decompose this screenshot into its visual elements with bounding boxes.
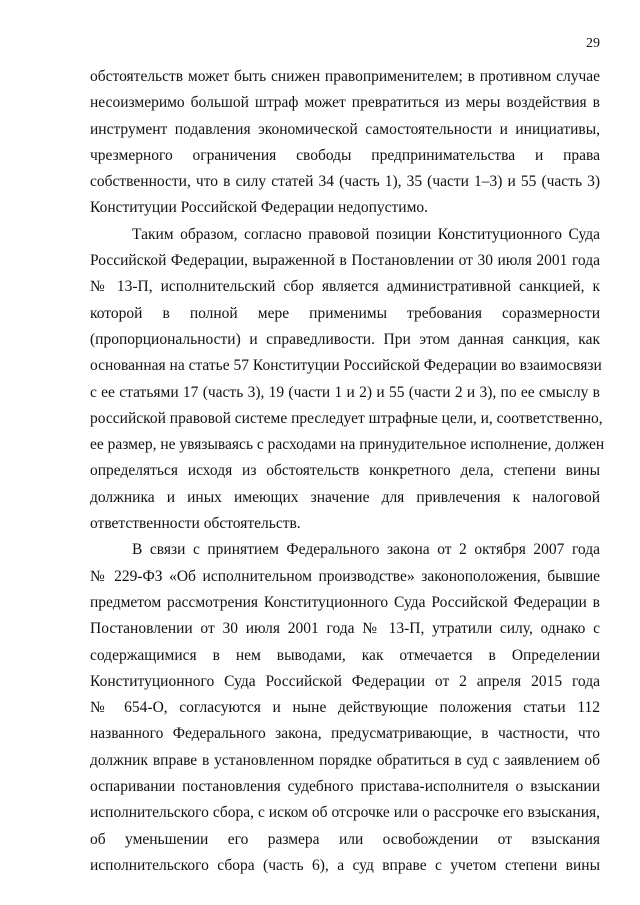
text-line: названного Федерального закона, предусматривающие, в частности, что bbox=[90, 725, 600, 743]
text-line: инструмент подавления экономической самостоятельности и инициативы, bbox=[90, 120, 600, 138]
paragraph bbox=[90, 222, 605, 538]
text-line: российской правовой системе преследует штрафные цели, и, соответственно, bbox=[90, 409, 603, 427]
text-line: чрезмерного ограничения свободы предпринимательства и права bbox=[90, 146, 600, 164]
text-line: обстоятельств может быть снижен правоприменителем; в противном случае bbox=[90, 68, 600, 85]
text-line: с ее статьями 17 (часть 3), 19 (части 1 и 2) и 55 (части 2 и 3), по ее смыслу в bbox=[90, 383, 600, 401]
text-line: должник вправе в установленном порядке обратиться в суд с заявлением об bbox=[90, 751, 600, 769]
text-line: В связи с принятием Федерального закона от 2 октября 2007 года bbox=[132, 541, 600, 559]
text-line: исполнительского сбора, с иском об отсрочке или о рассрочке его взыскания, bbox=[90, 804, 600, 822]
text-line: ответственности обстоятельств. bbox=[90, 515, 301, 533]
paragraph bbox=[90, 537, 600, 879]
text-line: Таким образом, согласно правовой позиции Конституционного Суда bbox=[132, 225, 600, 243]
text-line: Постановлении от 30 июля 2001 года № 13-П, утратили силу, однако с bbox=[90, 620, 600, 638]
text-line: предметом рассмотрения Конституционного Суда Российской Федерации в bbox=[90, 593, 600, 611]
text-line: основанная на статье 57 Конституции Российской Федерации во взаимосвязи bbox=[90, 357, 602, 375]
text-line: об уменьшении его размера или освобождении от взыскания bbox=[90, 830, 600, 848]
paragraph bbox=[90, 64, 600, 222]
text-line: Российской Федерации, выраженной в Постановлении от 30 июля 2001 года bbox=[90, 252, 600, 270]
text-line: собственности, что в силу статей 34 (часть 1), 35 (части 1–3) и 55 (часть 3) bbox=[90, 173, 600, 191]
text-line: исполнительского сбора (часть 6), а суд вправе с учетом степени вины bbox=[90, 856, 600, 874]
document-body bbox=[90, 64, 605, 879]
text-line: Конституционного Суда Российской Федерации от 2 апреля 2015 года bbox=[90, 672, 600, 690]
text-line: оспаривании постановления судебного пристава-исполнителя о взыскании bbox=[90, 778, 600, 796]
text-line: содержащимися в нем выводами, как отмечается в Определении bbox=[90, 646, 600, 664]
text-line: № 229-ФЗ «Об исполнительном производстве» законоположения, бывшие bbox=[90, 567, 600, 585]
text-line: определяться исходя из обстоятельств конкретного дела, степени вины bbox=[90, 462, 600, 480]
text-line: (пропорциональности) и справедливости. При этом данная санкция, как bbox=[90, 330, 600, 348]
text-line: несоизмеримо большой штраф может превратиться из меры воздействия в bbox=[90, 94, 600, 112]
text-line: № 654-О, согласуются и ныне действующие положения статьи 112 bbox=[90, 699, 600, 717]
text-line: № 13-П, исполнительский сбор является административной санкцией, к bbox=[90, 278, 600, 296]
text-line: ее размер, не увязываясь с расходами на принудительное исполнение, должен bbox=[90, 436, 605, 454]
text-line: должника и иных имеющих значение для привлечения к налоговой bbox=[90, 488, 600, 506]
text-line: Конституции Российской Федерации недопустимо. bbox=[90, 199, 429, 217]
page-number: 29 bbox=[586, 36, 600, 51]
text-line: которой в полной мере применимы требования соразмерности bbox=[90, 304, 600, 322]
